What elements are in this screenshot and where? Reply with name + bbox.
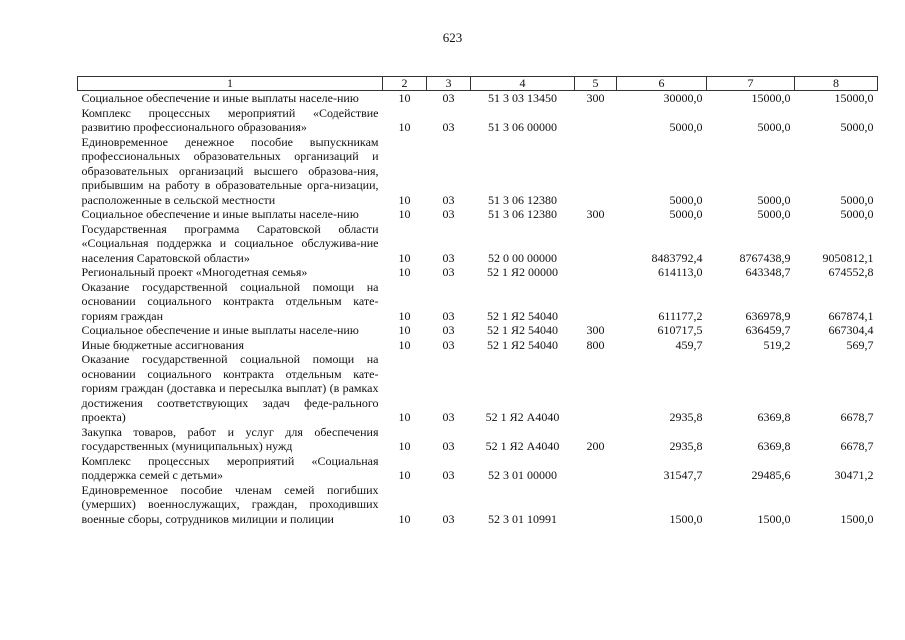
expense-type-code: 300 <box>586 91 605 105</box>
table-row <box>78 91 878 106</box>
amount-year-2: 5000,0 <box>757 192 791 207</box>
target-article-code: 51 3 06 00000 <box>488 120 557 134</box>
column-header: 4 <box>471 77 575 91</box>
subsection-code: 03 <box>442 192 455 207</box>
table-row <box>78 338 878 353</box>
table-row <box>78 106 878 135</box>
row-name: Оказание государственной социальной помощи на основании социального контракта отдельным кате-гориям граждан (доставка и пересылка выплат) (в рамках достижения соответствующих задач феде-рального проекта) <box>81 352 379 424</box>
table-row <box>78 483 878 527</box>
budget-table <box>77 76 878 526</box>
expense-type-code <box>575 106 617 135</box>
target-article-code: 52 1 Я2 54040 <box>486 323 558 337</box>
target-article-code: 52 1 Я2 54040 <box>486 337 558 352</box>
expense-type-code <box>575 352 617 425</box>
row-name: Государственная программа Саратовской области «Социальная поддержка и социальное обслужива-ние населения Саратовской области» <box>81 221 379 265</box>
table-row <box>78 280 878 324</box>
amount-year-2: 5000,0 <box>757 120 791 134</box>
section-code: 10 <box>398 91 411 105</box>
subsection-code: 03 <box>442 91 455 105</box>
amount-year-1: 5000,0 <box>669 207 703 221</box>
table-row <box>78 207 878 222</box>
subsection-code: 03 <box>442 265 455 279</box>
amount-year-3: 30471,2 <box>834 468 874 482</box>
section-code: 10 <box>398 192 411 207</box>
amount-year-2: 6369,8 <box>757 439 791 453</box>
expense-type-code: 300 <box>586 207 605 221</box>
amount-year-3: 5000,0 <box>840 207 874 221</box>
expense-type-code: 300 <box>586 323 605 337</box>
table-row <box>78 323 878 338</box>
expense-type-code <box>575 135 617 208</box>
row-name: Оказание государственной социальной помощи на основании социального контракта отдельным кате-гориям граждан <box>81 279 379 323</box>
column-header: 2 <box>383 77 427 91</box>
target-article-code: 52 0 00 00000 <box>488 250 557 265</box>
section-code: 10 <box>398 468 411 482</box>
amount-year-3: 6678,7 <box>840 410 874 424</box>
section-code: 10 <box>398 250 411 265</box>
amount-year-2: 29485,6 <box>751 468 791 482</box>
amount-year-3: 9050812,1 <box>822 250 874 265</box>
target-article-code: 51 3 06 12380 <box>488 192 557 207</box>
expense-type-code <box>575 280 617 324</box>
target-article-code: 52 1 Я2 00000 <box>486 265 558 279</box>
section-code: 10 <box>398 410 411 424</box>
section-code: 10 <box>398 265 411 279</box>
amount-year-2: 1500,0 <box>757 511 791 526</box>
amount-year-3: 5000,0 <box>840 120 874 134</box>
target-article-code: 52 1 Я2 54040 <box>486 308 558 323</box>
table-row <box>78 425 878 454</box>
column-header: 3 <box>427 77 471 91</box>
amount-year-3: 5000,0 <box>840 192 874 207</box>
subsection-code: 03 <box>442 323 455 337</box>
target-article-code: 52 3 01 10991 <box>488 511 557 526</box>
row-name: Комплекс процессных мероприятий «Социальная поддержка семей с детьми» <box>81 453 379 482</box>
target-article-code: 52 3 01 00000 <box>488 468 557 482</box>
amount-year-1: 8483792,4 <box>651 250 703 265</box>
target-article-code: 51 3 06 12380 <box>488 207 557 221</box>
amount-year-1: 1500,0 <box>669 511 703 526</box>
column-header: 5 <box>575 77 617 91</box>
amount-year-3: 1500,0 <box>840 511 874 526</box>
expense-type-code <box>575 454 617 483</box>
amount-year-3: 667874,1 <box>828 308 874 323</box>
amount-year-1: 5000,0 <box>669 120 703 134</box>
target-article-code: 52 1 Я2 А4040 <box>485 410 560 424</box>
section-code: 10 <box>398 337 411 352</box>
amount-year-3: 667304,4 <box>828 323 874 337</box>
table-row <box>78 222 878 266</box>
row-name: Региональный проект «Многодетная семья» <box>81 265 308 279</box>
section-code: 10 <box>398 323 411 337</box>
row-name: Социальное обеспечение и иные выплаты населе-нию <box>81 207 359 221</box>
amount-year-1: 2935,8 <box>669 439 703 453</box>
expense-type-code <box>575 265 617 280</box>
table-header-row <box>78 77 878 91</box>
row-name: Социальное обеспечение и иные выплаты населе-нию <box>81 323 359 337</box>
row-name: Социальное обеспечение и иные выплаты населе-нию <box>81 91 359 105</box>
section-code: 10 <box>398 207 411 221</box>
column-header: 7 <box>707 77 795 91</box>
table-body <box>78 91 878 527</box>
row-name: Единовременное денежное пособие выпускникам профессиональных образовательных организаций и образовательных организаций высшего образова-ния, прибывшим на работу в образовательные орга-низации, расположенные в сельской местности <box>81 134 379 207</box>
row-name: Единовременное пособие членам семей погибших (умерших) военнослужащих, граждан, проходивших военные сборы, сотрудников милиции и полиции <box>81 482 379 526</box>
amount-year-2: 519,2 <box>763 337 791 352</box>
amount-year-2: 636459,7 <box>745 323 791 337</box>
table-row <box>78 454 878 483</box>
amount-year-2: 636978,9 <box>745 308 791 323</box>
section-code: 10 <box>398 439 411 453</box>
expense-type-code <box>575 222 617 266</box>
column-header: 8 <box>795 77 878 91</box>
section-code: 10 <box>398 120 411 134</box>
amount-year-2: 8767438,9 <box>739 250 791 265</box>
subsection-code: 03 <box>442 207 455 221</box>
section-code: 10 <box>398 308 411 323</box>
row-name: Комплекс процессных мероприятий «Содействие развитию профессионального образования» <box>81 105 379 134</box>
expense-type-code <box>575 483 617 527</box>
subsection-code: 03 <box>442 337 455 352</box>
amount-year-1: 614113,0 <box>657 265 703 279</box>
amount-year-1: 2935,8 <box>669 410 703 424</box>
section-code: 10 <box>398 511 411 526</box>
amount-year-3: 569,7 <box>846 337 874 352</box>
amount-year-1: 31547,7 <box>663 468 703 482</box>
amount-year-1: 459,7 <box>675 337 703 352</box>
amount-year-1: 611177,2 <box>658 308 703 323</box>
row-name: Закупка товаров, работ и услуг для обеспечения государственных (муниципальных) нужд <box>81 424 379 453</box>
subsection-code: 03 <box>442 120 455 134</box>
amount-year-2: 643348,7 <box>745 265 791 279</box>
amount-year-3: 6678,7 <box>840 439 874 453</box>
target-article-code: 52 1 Я2 А4040 <box>485 439 560 453</box>
subsection-code: 03 <box>442 511 455 526</box>
amount-year-1: 610717,5 <box>657 323 703 337</box>
table-row <box>78 352 878 425</box>
column-header: 6 <box>617 77 707 91</box>
subsection-code: 03 <box>442 410 455 424</box>
amount-year-2: 5000,0 <box>757 207 791 221</box>
subsection-code: 03 <box>442 308 455 323</box>
table-row <box>78 135 878 208</box>
expense-type-code: 200 <box>586 439 605 453</box>
target-article-code: 51 3 03 13450 <box>488 91 557 105</box>
amount-year-2: 15000,0 <box>751 91 791 105</box>
table-row <box>78 265 878 280</box>
row-name: Иные бюджетные ассигнования <box>81 337 244 352</box>
subsection-code: 03 <box>442 250 455 265</box>
expense-type-code: 800 <box>586 337 605 352</box>
amount-year-2: 6369,8 <box>757 410 791 424</box>
amount-year-1: 30000,0 <box>663 91 703 105</box>
subsection-code: 03 <box>442 468 455 482</box>
amount-year-3: 674552,8 <box>828 265 874 279</box>
page-number: 623 <box>442 30 463 45</box>
amount-year-1: 5000,0 <box>669 192 703 207</box>
column-header: 1 <box>78 77 383 91</box>
amount-year-3: 15000,0 <box>834 91 874 105</box>
subsection-code: 03 <box>442 439 455 453</box>
